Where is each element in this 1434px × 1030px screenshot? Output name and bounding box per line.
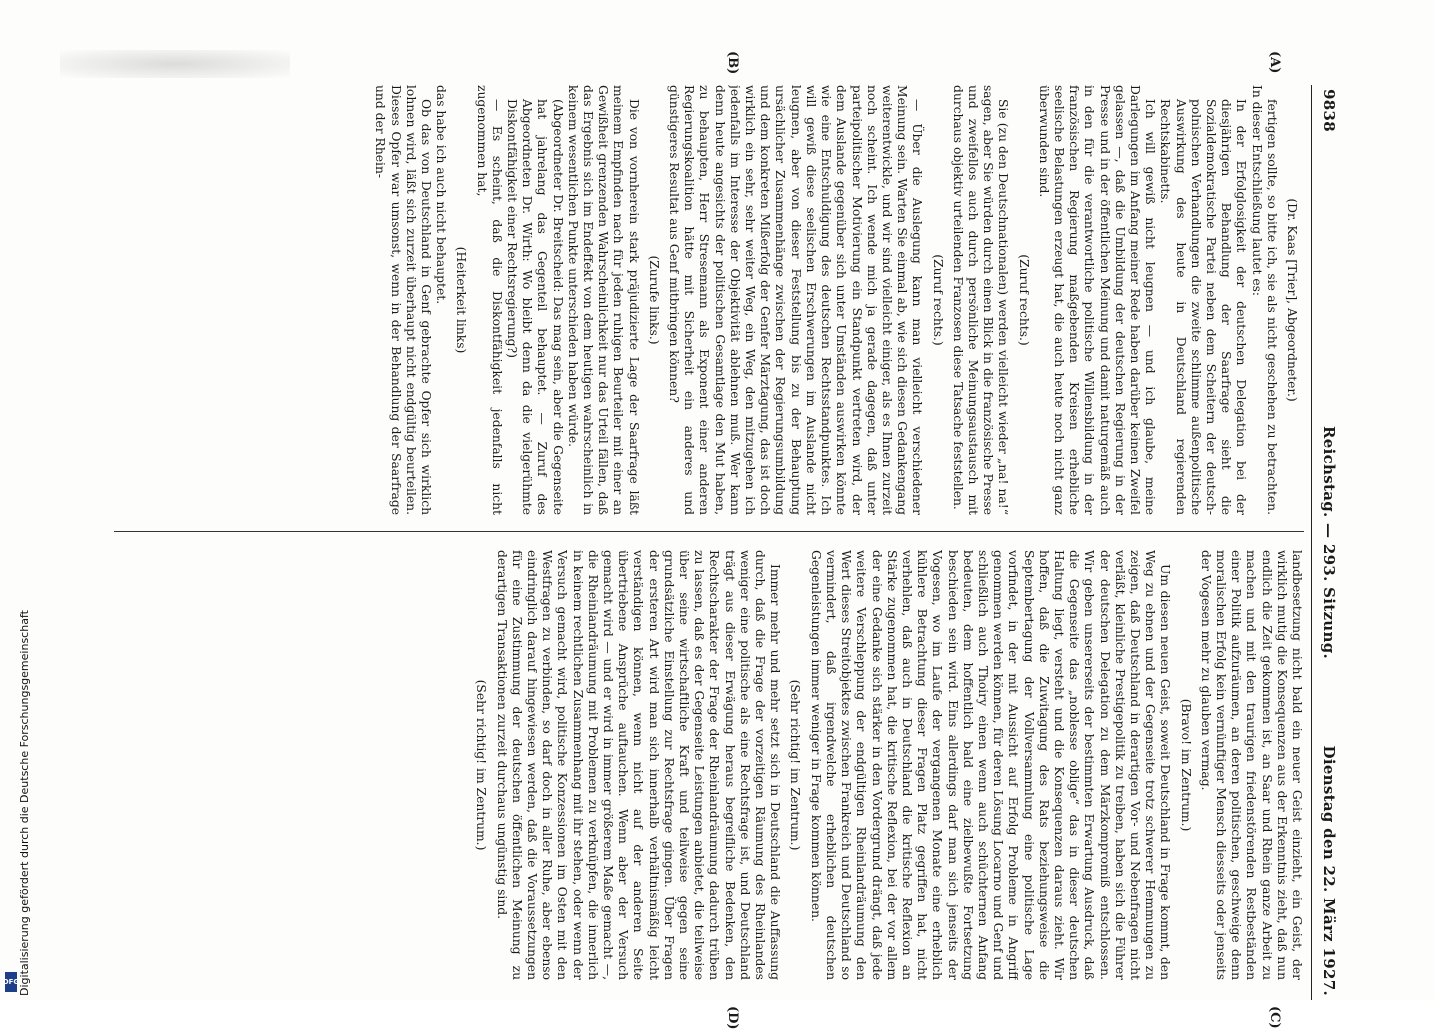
interjection: (Zuruf rechts.) (930, 254, 945, 346)
margin-marker-b: (B) (725, 51, 740, 75)
footer-credit (2, 0, 31, 1000)
scan-artifact (60, 50, 290, 78)
page-number: 9838 (1320, 89, 1338, 132)
rotated-page-content (80, 51, 1340, 1030)
page-header (1314, 85, 1340, 1000)
interjection: (Sehr richtig! im Zentrum.) (788, 679, 803, 851)
paragraph: — Es scheint, daß die Diskontfähigkeit jedenfalls nicht zugenommen hat, (474, 85, 504, 515)
dfg-logo: DFG (5, 972, 17, 992)
left-column (104, 85, 1304, 515)
paragraph: Sie (zu den Deutschnationalen) werden vielleicht wieder „na! na!“ sagen, aber Sie würden durch einen Blick in die französische Presse und zweifellos auch durch persönliche Meinungsaustausch mit durchaus objektiv urteilenden Franzosen diese Tatsache feststellen. (950, 85, 1011, 515)
paragraph: fertigen sollte, so bitte ich, sie als nicht geschehen zu betrachten. In dieser Entschließung lautet es: (1249, 85, 1279, 515)
paragraph: Die von vornherein stark präjudizierte Lage der Saarfrage läßt meinem Empfinden nach für jeden ruhigen Beurteiler mit einer an Gewißheit grenzenden Wahrscheinlichkeit nur das Urteil fällen, daß das Ergebnis sich im Endeffekt von dem heutigen wahrscheinlich in keinem wesentlichen Punkte unterschieden haben würde. (565, 85, 641, 515)
footer-text: Digitalisierung gefördert durch die Deutsche Forschungsgemeinschaft (18, 610, 31, 996)
paragraph: landbesetzung nicht bald ein neuer Geist einzieht, ein Geist, der wirklich mutig die Konsequenzen aus der Erkenntnis zieht, daß nun endlich die Zeit gekommen ist, an Saar und Rhein ganze Arbeit zu machen und mit den traurigen friedenstörenden Restbeständen einer Politik aufzuräumen, an deren politischen, geschweige denn moralischen Erfolg kein vernünftiger Mensch diesseits oder jenseits der Vogesen mehr zu glauben vermag. (1198, 550, 1304, 980)
margin-marker-d: (D) (725, 1006, 740, 1030)
interjection: (Zuruf rechts.) (1016, 254, 1031, 346)
speaker-line: (Dr. Kaas [Trier], Abgeordneter.) (1285, 198, 1299, 402)
interjection: (Heiterkeit links) (454, 246, 469, 354)
paragraph: — Über die Auslegung kann man vielleicht verschiedener Meinung sein. Warten Sie einmal ab, wie sich diesen Gedankengang weiterentwickle, und wir sind vielleicht einiger, als es Ihnen zurzeit noch scheint. Ich wende mich ja gerade dagegen, daß unter parteipolitischer Motivierung ein Standpunkt vertreten wird, der dem Auslande gegenüber sich unter Umständen auswirken könnte wie eine Entschuldigung des deutschen Rechtsstandpunktes. Ich will gewiß diese seelischen Erschwerungen im Auslande nicht leugnen, aber von dieser Feststellung bis zu der Behauptung ursächlicher Zusammenhänge zwischen der Regierungsumbildung und dem konkreten Mißerfolg der Genfer Märztagung, das ist doch wirklich ein sehr, sehr weiter Weg, ein Weg, den mitzugehen ich jedenfalls im Interesse der Objektivität ablehnen muß. Wer kann denn heute angesichts der politischen Gesamtlage den Mut haben, zu behaupten, Herr Stresemann als Exponent einer anderen Regierungskoalition hätte mit Sicherheit ein anderes und günstigeres Resultat aus Genf mitbringen können? (667, 85, 925, 515)
paragraph: Immer mehr und mehr setzt sich in Deutschland die Auffassung durch, daß die Frage der vorzeitigen Räumung des Rheinlandes weniger eine politische als eine Rechtsfrage ist, und Deutschland trägt aus dieser Erwägung heraus begreifliche Bedenken, den Rechtscharakter der Frage der Rheinlandräumung dadurch trüben zu lassen, daß es der Gegenseite Leistungen anbietet, die teilweise über seine wirtschaftliche Kraft und teilweise gegen seine grundsätzliche Einstellung zur Rechtsfrage gingen. Über Fragen der ersteren Art wird man sich innerhalb verhältnismäßig leicht verständigen können, wenn nicht auf der anderen Seite übertriebene Ansprüche auftauchen. Wenn aber der Versuch gemacht wird — und er wird in immer größerem Maße gemacht —, die Rheinlandräumung mit Problemen zu verknüpfen, die innerlich in keinem rechtlichen Zusammenhang mit ihr stehen, oder wenn der Versuch gemacht wird, politische Konzessionen im Osten mit den Westfragen zu verbinden, so darf doch in aller Ruhe, aber ebenso eindringlich darauf hingewiesen werden, daß die Voraussetzungen für eine Zustimmung der deutschen öffentlichen Meinung zu derartigen Transaktionen zurzeit durchaus ungünstig sind. (494, 550, 783, 980)
paragraph: Um diesen neuen Geist, soweit Deutschland in Frage kommt, den Weg zu ebnen und der Gegenseite trotz schwerer Hemmungen zu zeigen, daß Deutschland in derartigen Vor- und Nebenfragen nicht verläßt, kleinliche Prestigepolitik zu treiben, haben sich die Führer der deutschen Delegation zu dem Märzkompromiß entschlossen. Wir geben unsererseits der bestimmten Erwartung Ausdruck, daß die Gegenseite das „noblesse oblige“ das in dieser deutschen Haltung liegt, versteht und die Konsequenzen daraus zieht. Wir hoffen, daß die Zuwitagung des Rats beziehungsweise die Septembertagung der Vollversammlung eine politische Lage vorfindet, in der mit Aussicht auf Erfolg Probleme in Angriff genommen werden können, für deren Lösung Locarno und Genf und schließlich auch Thoiry einen wenn auch schüchternen Anfang bedeuten, dem hoffentlich bald eine zielbewußte Fortsetzung beschieden sein wird. Eins allerdings darf man sich jenseits der Vogesen, wo im Laufe der vergangenen Monate eine erheblich kühlere Betrachtung dieser Fragen Platz gegriffen hat, nicht verhehlen, daß auch in Deutschland die kritische Reflexion an Stärke zugenommen hat, die kritische Reflexion, bei der vor allem der eine Gedanke sich stärker in den Vordergrund drängt, daß jede weitere Verschleppung der endgültigen Rheinlandräumung den Wert dieses Streitobjektes zwischen Frankreich und Deutschland so vermindert, daß irgendwelche erheblichen deutschen Gegenleistungen immer weniger in Frage kommen können. (808, 550, 1173, 980)
paragraph: Ob das von Deutschland in Genf gebrachte Opfer sich wirklich lohnen wird, läßt sich zurzeit überhaupt nicht endgültig beurteilen. Dieses Opfer war umsonst, wenn in der Behandlung der Saarfrage und der Rhein- (373, 85, 434, 515)
session-date: Dienstag den 22. März 1927. (1320, 745, 1338, 996)
page-title: Reichstag. — 293. Sitzung. (1320, 425, 1338, 660)
paragraph: das habe ich auch nicht behauptet. (434, 85, 449, 305)
header-rule (1311, 85, 1312, 1000)
quoted-passage: (Abgeordneter Dr. Breitscheid: Das mag sein, aber die Gegenseite hat jahrelang das Gegenteil behauptet. — Zuruf des Abgeordneten Dr. Wirth: Wo bleibt denn da die vielgerühmte Diskontfähigkeit einer Rechtsregierung?) (505, 99, 565, 515)
right-column (104, 550, 1304, 980)
column-divider (114, 531, 1304, 532)
margin-marker-a: (A) (1267, 51, 1282, 74)
interjection: (Bravo! im Zentrum.) (1178, 698, 1193, 832)
margin-marker-c: (C) (1267, 1006, 1282, 1029)
interjection: (Zurufe links.) (646, 255, 661, 345)
interjection: (Sehr richtig! im Zentrum.) (474, 679, 489, 851)
paragraph: Ich will gewiß nicht leugnen — und ich glaube, meine Darlegungen im Anfang meiner Rede haben darüber keinen Zweifel gelassen —, daß die Umbildung der deutschen Regierung in der Presse und in der öffentlichen Meinung und damit naturgemäß auch in den für die verantwortliche politische Willensbildung in der französischen Regierung maßgebenden Kreisen erhebliche seelische Belastungen erzeugt hat, die auch heute noch nicht ganz überwunden sind. (1036, 85, 1158, 515)
quoted-passage: In der Erfolglosigkeit der deutschen Delegation bei der diesjährigen Behandlung der Saarfrage sieht die Sozialdemokratische Partei neben dem Scheitern der deutsch-polnischen Verhandlungen die zweite schlimme außenpolitische Auswirkung des heute in Deutschland regierenden Rechtskabinetts. (1158, 99, 1249, 515)
